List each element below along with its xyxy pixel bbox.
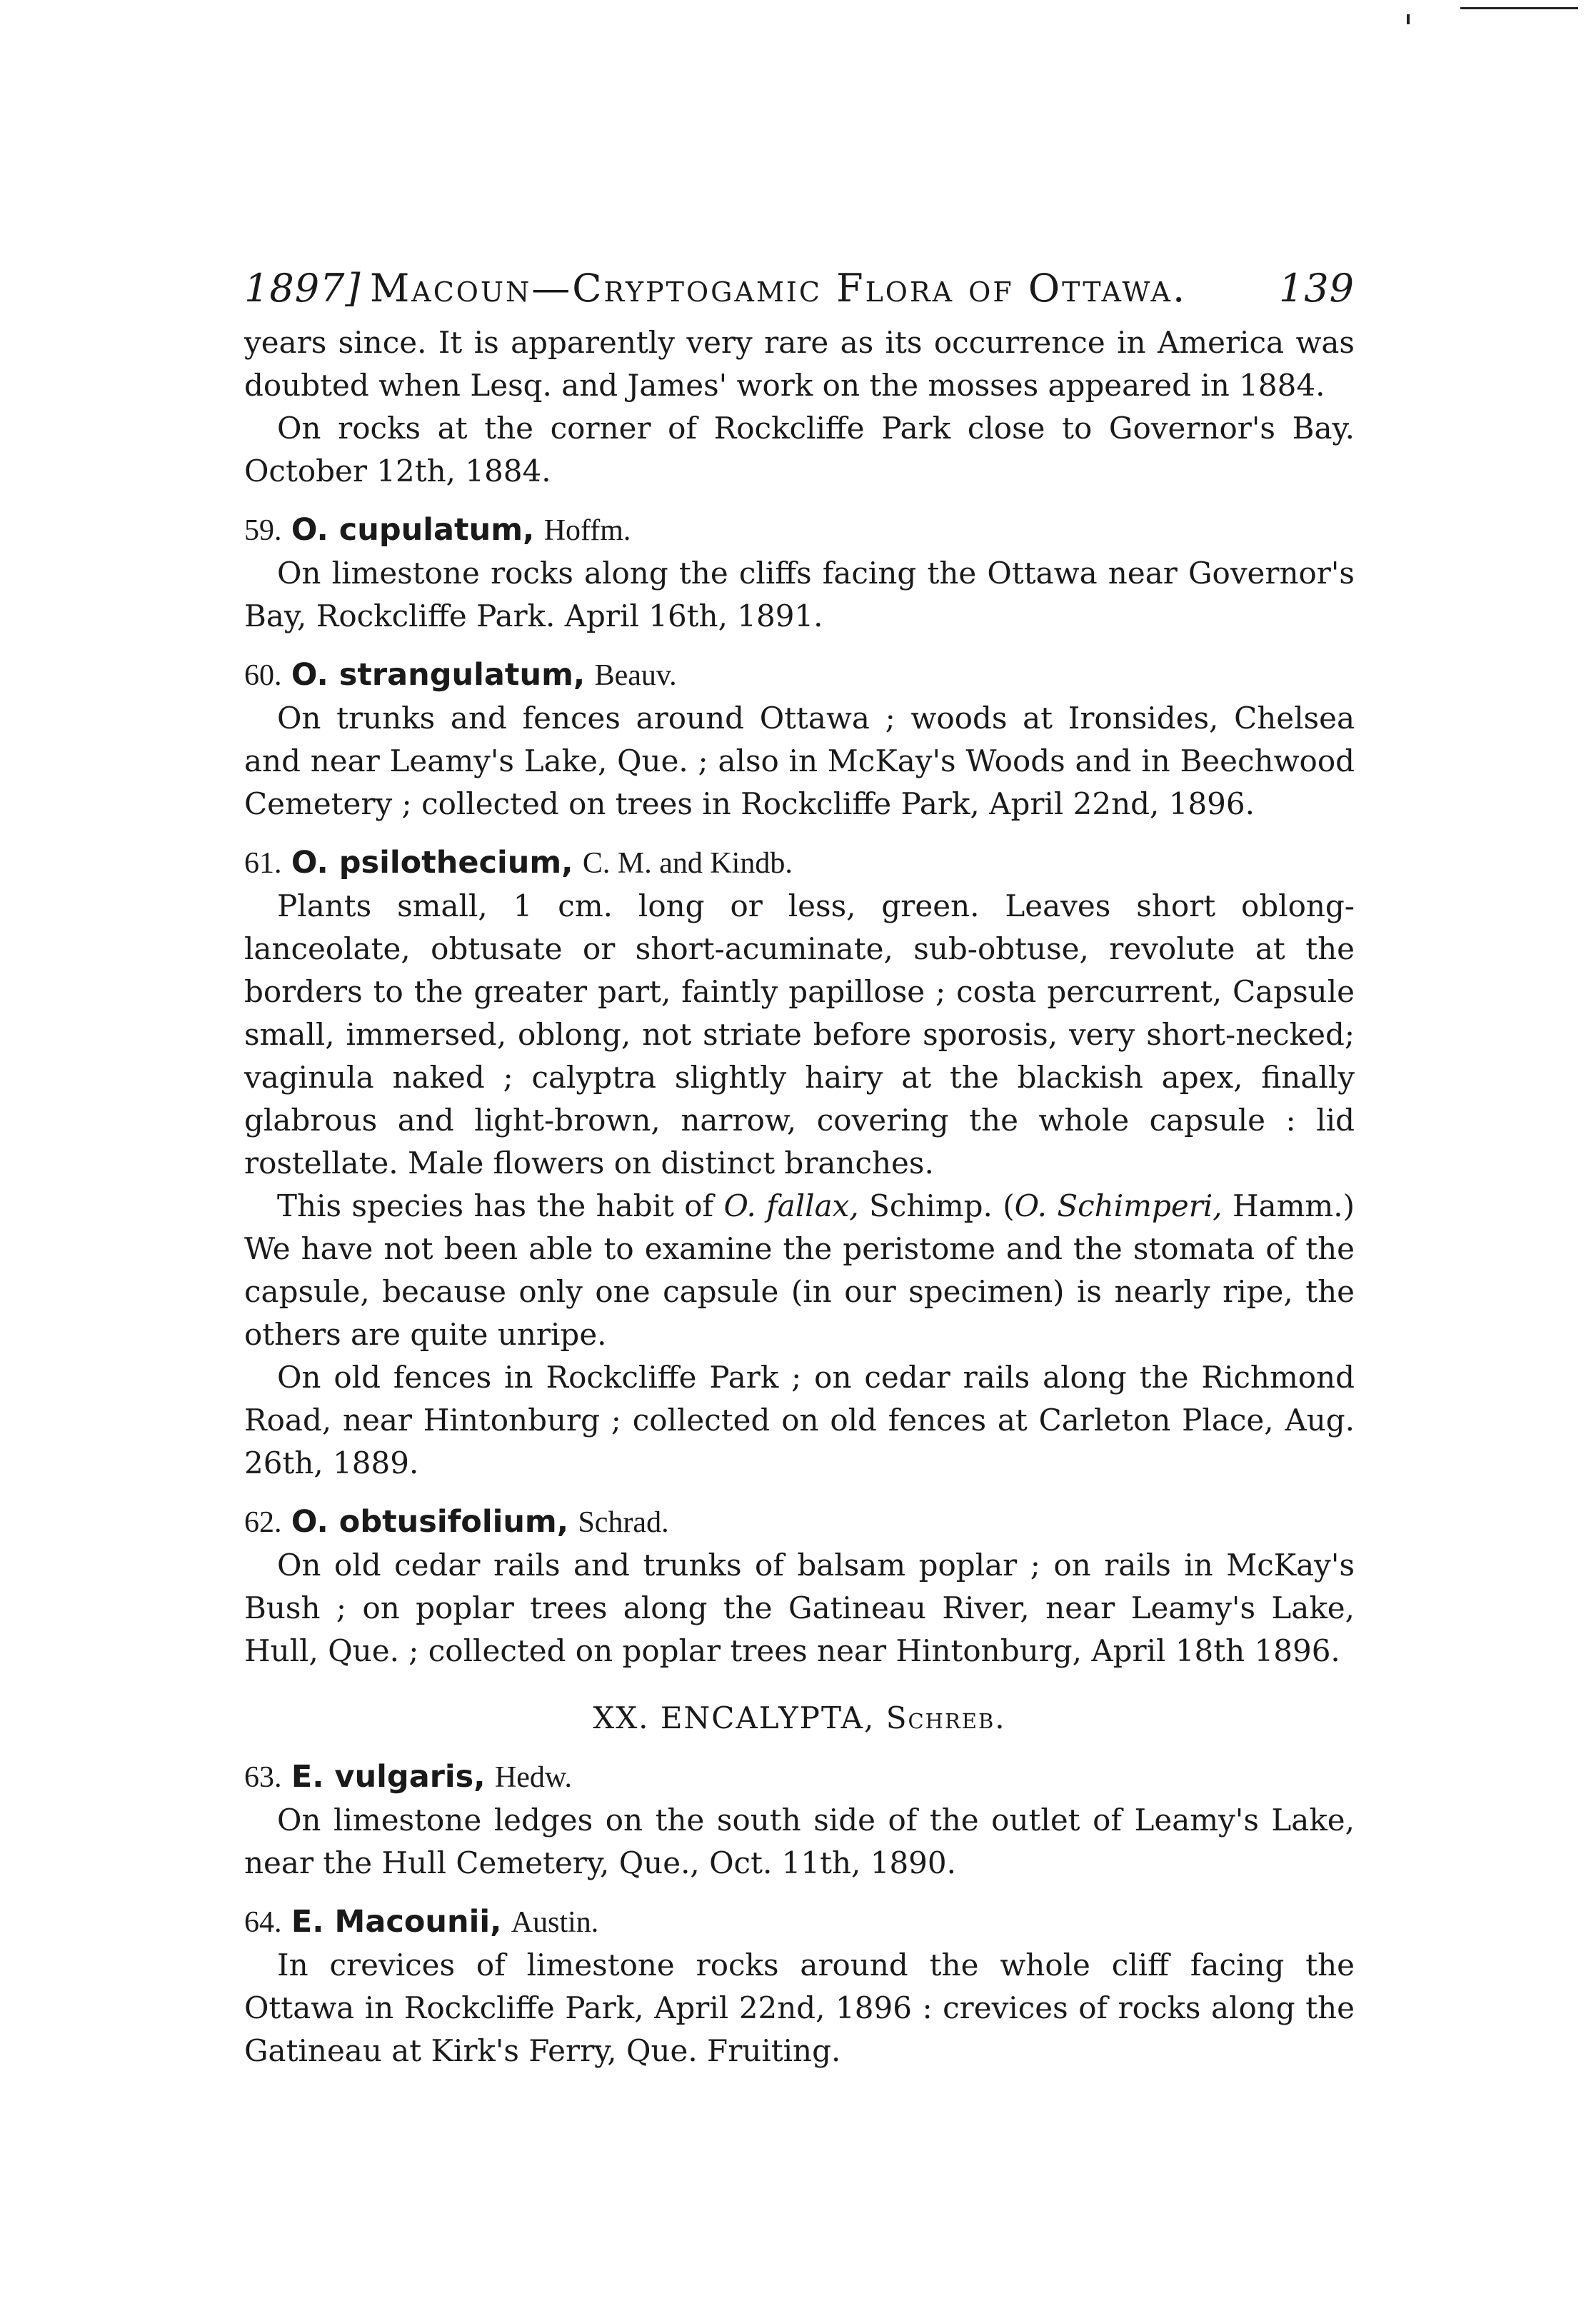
entry-heading	[244, 653, 1355, 697]
entry-number: 63.	[244, 1761, 282, 1794]
entry-paragraph: On limestone ledges on the south side of the outlet of Leamy's Lake, near the Hull Cemetery, Que., Oct. 11th, 1890.	[244, 1803, 1355, 1880]
entry-number: 59.	[244, 514, 282, 547]
species-author: C. M. and Kindb.	[582, 847, 793, 880]
habit-text: Hamm.) We have not been able to examine the peristome and the stomata of the capsule, because only one capsule (in our specimen) is nearly ripe, the others are quite unripe.	[244, 1188, 1355, 1352]
body-text	[244, 321, 1355, 2072]
entry-paragraph: On trunks and fences around Ottawa ; woods at Ironsides, Chelsea and near Leamy's Lake, Que. ; also in McKay's Woods and in Beechwood Cemetery ; collected on trees in Rockcliffe Park, April 22nd, 1896.	[244, 701, 1355, 821]
entry-paragraph: On old fences in Rockcliffe Park ; on cedar rails along the Richmond Road, near Hintonburg ; collected on old fences at Carleton Place, Aug. 26th, 1889.	[244, 1360, 1355, 1480]
intro-locality: On rocks at the corner of Rockcliffe Park close to Governor's Bay. October 12th, 1884.	[244, 411, 1355, 488]
entry-paragraph: In crevices of limestone rocks around the whole cliff facing the Ottawa in Rockcliffe Park, April 22nd, 1896 : crevices of rocks along the Gatineau at Kirk's Ferry, Que. Fruiting.	[244, 1947, 1355, 2068]
intro-paragraph: years since. It is apparently very rare as its occurrence in America was doubted when Lesq. and James' work on the mosses appeared in 1884.	[244, 325, 1355, 403]
entry-number: 61.	[244, 847, 282, 880]
entry-heading	[244, 1500, 1355, 1544]
species-reference: O. Schimperi,	[1014, 1188, 1223, 1223]
header-year: 1897]	[244, 266, 361, 311]
species-name: E. Macounii,	[291, 1904, 502, 1940]
species-name: E. vulgaris,	[291, 1759, 486, 1795]
species-reference: O. fallax,	[723, 1188, 859, 1223]
entry-description: Plants small, 1 cm. long or less, green. Leaves short oblong-lanceolate, obtusate or short-acuminate, sub-obtuse, revolute at the borders to the greater part, faintly papillose ; costa percurrent, Capsule small, immersed, oblong, not striate before sporosis, very short-necked; vaginula naked ; calyptra slightly hairy at the blackish apex, finally glabrous and light-brown, narrow, covering the whole capsule : lid rostellate. Male flowers on distinct branches.	[244, 888, 1355, 1180]
species-name: O. cupulatum,	[291, 512, 535, 548]
entry-paragraph: On old cedar rails and trunks of balsam poplar ; on rails in McKay's Bush ; on poplar trees along the Gatineau River, near Leamy's Lake, Hull, Que. ; collected on poplar trees near Hintonburg, April 18th 1896.	[244, 1548, 1355, 1668]
habit-text: This species has the habit of	[277, 1188, 714, 1223]
entry-number: 62.	[244, 1506, 282, 1539]
header-title: Macoun—Cryptogamic Flora of Ottawa.	[370, 266, 1188, 311]
page	[244, 266, 1355, 2072]
species-name: O. obtusifolium,	[291, 1504, 569, 1540]
entry-paragraph: On limestone rocks along the cliffs facing the Ottawa near Governor's Bay, Rockcliffe Park. April 16th, 1891.	[244, 556, 1355, 633]
habit-text: Schimp. (	[869, 1188, 1015, 1223]
genus-heading: XX. ENCALYPTA, Schreb.	[593, 1700, 1006, 1735]
page-number: 139	[1278, 266, 1355, 311]
running-header	[244, 266, 1355, 321]
entry-habit-note	[244, 1185, 1355, 1356]
entry-number: 64.	[244, 1906, 282, 1939]
species-author: Schrad.	[578, 1506, 669, 1539]
species-name: O. strangulatum,	[291, 657, 586, 693]
corner-mark	[1407, 14, 1410, 24]
species-author: Austin.	[511, 1906, 599, 1939]
species-author: Hedw.	[494, 1761, 573, 1794]
entry-heading	[244, 1900, 1355, 1944]
entry-heading	[244, 508, 1355, 552]
entry-number: 60.	[244, 659, 282, 692]
species-name: O. psilothecium,	[291, 845, 573, 881]
entry-heading	[244, 841, 1355, 885]
entry-heading	[244, 1755, 1355, 1799]
corner-rule	[1460, 7, 1578, 9]
species-author: Beauv.	[594, 659, 677, 692]
species-author: Hoffm.	[543, 514, 631, 547]
